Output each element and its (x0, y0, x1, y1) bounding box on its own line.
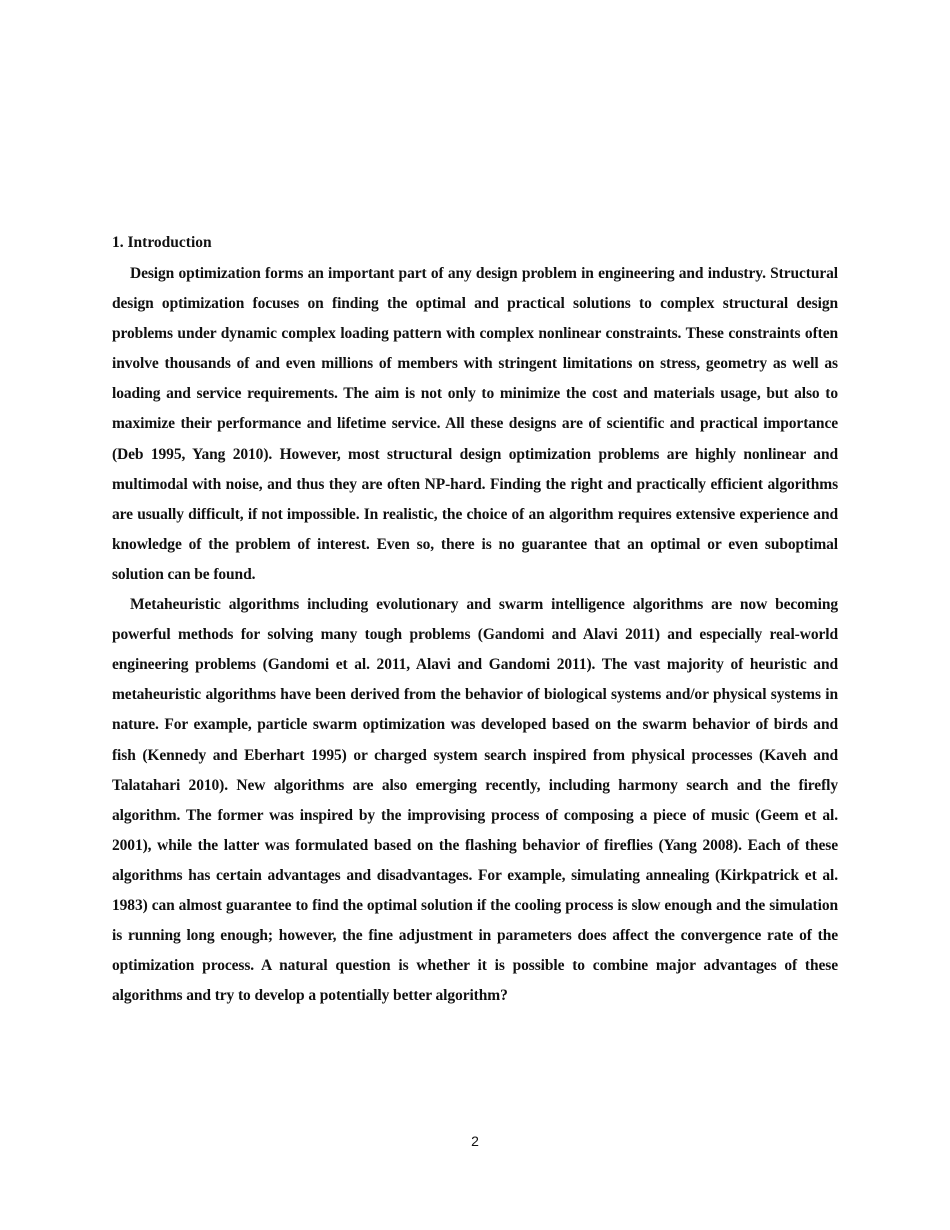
paragraph-2: Metaheuristic algorithms including evolutionary and swarm intelligence algorithms are now becoming powerful methods for solving many tough problems (Gandomi and Alavi 2011) and especially real-world engineering problems (Gandomi et al. 2011, Alavi and Gandomi 2011). The vast majority of heuristic and metaheuristic algorithms have been derived from the behavior of biological systems and/or physical systems in nature. For example, particle swarm optimization was developed based on the swarm behavior of birds and fish (Kennedy and Eberhart 1995) or charged system search inspired from physical processes (Kaveh and Talatahari 2010). New algorithms are also emerging recently, including harmony search and the firefly algorithm. The former was inspired by the improvising process of composing a piece of music (Geem et al. 2001), while the latter was formulated based on the flashing behavior of fireflies (Yang 2008). Each of these algorithms has certain advantages and disadvantages. For example, simulating annealing (Kirkpatrick et al. 1983) can almost guarantee to find the optimal solution if the cooling process is slow enough and the simulation is running long enough; however, the fine adjustment in parameters does affect the convergence rate of the optimization process. A natural question is whether it is possible to combine major advantages of these algorithms and try to develop a potentially better algorithm? (112, 596, 838, 1005)
paragraph-1: Design optimization forms an important part of any design problem in engineering and industry. Structural design optimization focuses on finding the optimal and practical solutions to complex structural design problems under dynamic complex loading pattern with complex nonlinear constraints. These constraints often involve thousands of and even millions of members with stringent limitations on stress, geometry as well as loading and service requirements. The aim is not only to minimize the cost and materials usage, but also to maximize their performance and lifetime service. All these designs are of scientific and practical importance (Deb 1995, Yang 2010). However, most structural design optimization problems are highly nonlinear and multimodal with noise, and thus they are often NP-hard. Finding the right and practically efficient algorithms are usually difficult, if not impossible. In realistic, the choice of an algorithm requires extensive experience and knowledge of the problem of interest. Even so, there is no guarantee that an optimal or even suboptimal solution can be found. (112, 265, 838, 583)
section-introduction (112, 229, 838, 1011)
page-number: 2 (471, 1133, 479, 1149)
section-heading: 1. Introduction (112, 234, 212, 251)
